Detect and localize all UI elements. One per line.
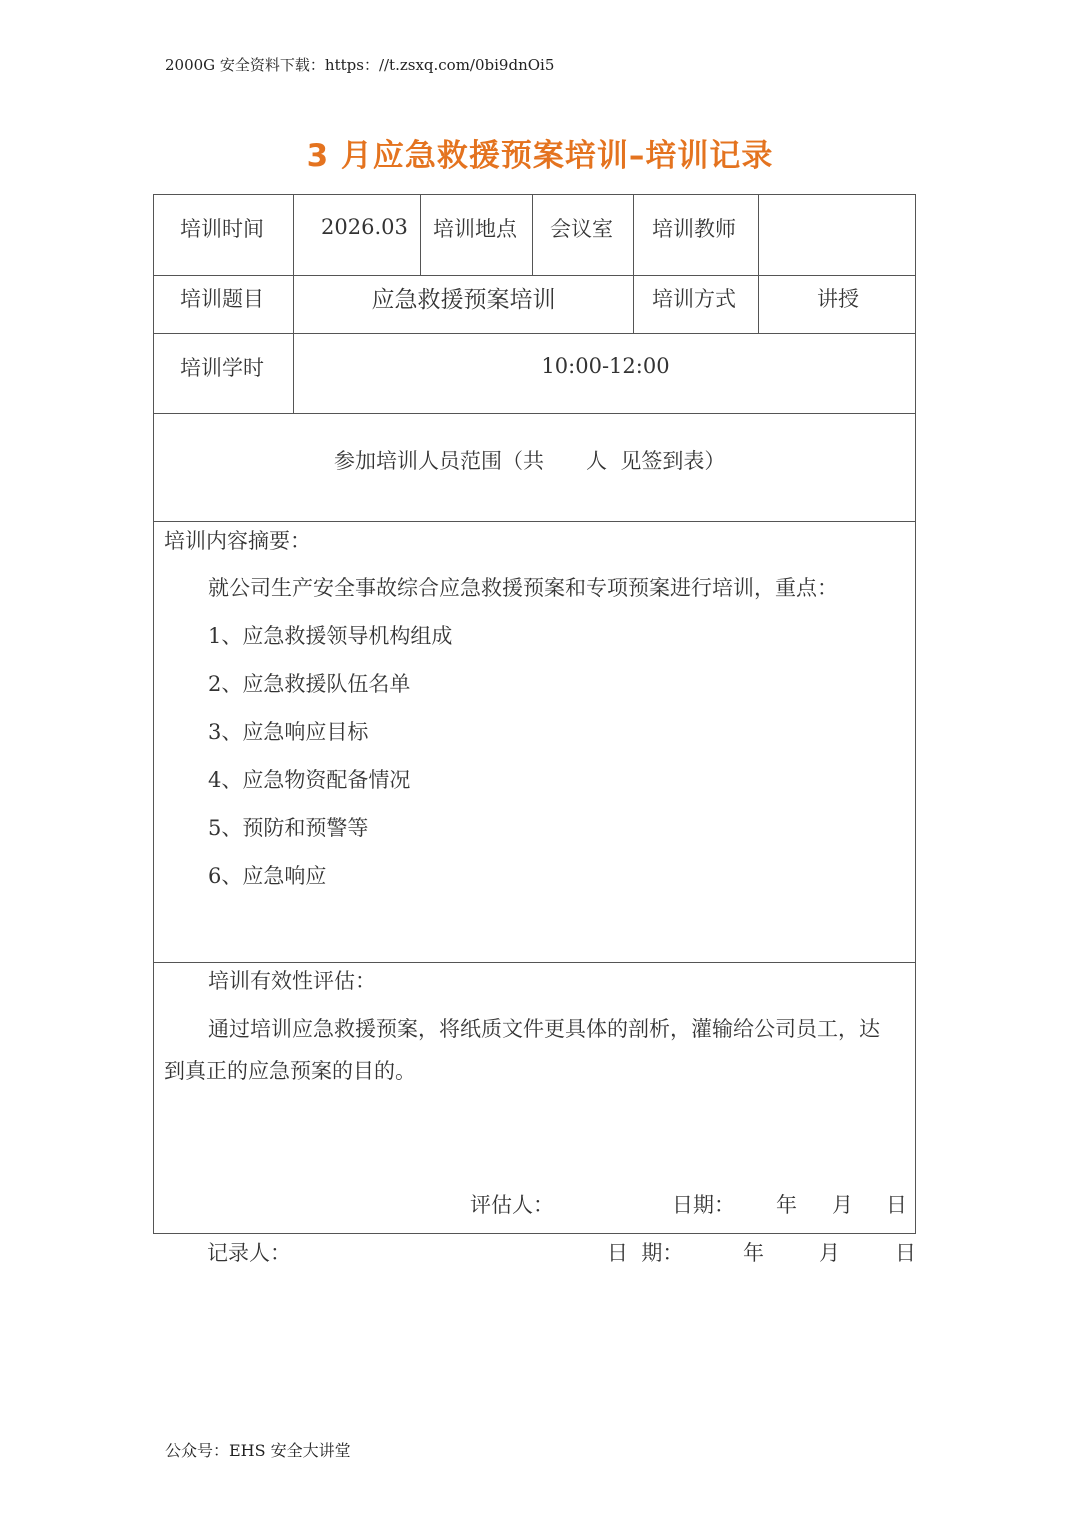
- training-place-label: 培训地点: [433, 217, 517, 241]
- summary-item: 1、应急救援领导机构组成: [208, 624, 453, 648]
- evaluation-heading: 培训有效性评估：: [208, 969, 376, 993]
- summary-item: 4、应急物资配备情况: [208, 768, 411, 792]
- evaluation-date-label: 日期：: [672, 1193, 735, 1217]
- training-time-value: 2026.03: [321, 215, 408, 239]
- row-divider: [154, 521, 915, 522]
- summary-heading: 培训内容摘要：: [164, 529, 311, 553]
- download-note: 2000G 安全资料下载：https：//t.zsxq.com/0bi9dnOi5: [165, 56, 555, 74]
- participants-scope: 参加培训人员范围（共 人 见签到表）: [334, 449, 726, 473]
- evaluator-label: 评估人：: [470, 1193, 554, 1217]
- footer-note: 公众号：EHS 安全大讲堂: [165, 1441, 351, 1460]
- training-topic-label: 培训题目: [180, 287, 264, 311]
- evaluation-date-day: 日: [886, 1193, 907, 1217]
- training-method-value: 讲授: [817, 287, 859, 311]
- recorder-date-month: 月: [819, 1241, 840, 1265]
- recorder-date-year: 年: [743, 1241, 764, 1265]
- row-divider: [154, 275, 915, 276]
- row-divider: [154, 962, 915, 963]
- training-method-label: 培训方式: [652, 287, 736, 311]
- col-divider: [633, 195, 634, 333]
- col-divider: [420, 195, 421, 275]
- training-record-table: [153, 194, 916, 1234]
- evaluation-date-month: 月: [832, 1193, 853, 1217]
- evaluation-date-year: 年: [776, 1193, 797, 1217]
- summary-item: 2、应急救援队伍名单: [208, 672, 411, 696]
- training-topic-value: 应急救援预案培训: [371, 287, 556, 313]
- summary-item: 3、应急响应目标: [208, 720, 369, 744]
- evaluation-text-line2: 到真正的应急预案的目的。: [164, 1059, 416, 1083]
- training-hours-label: 培训学时: [180, 356, 264, 380]
- training-teacher-label: 培训教师: [652, 217, 736, 241]
- summary-intro: 就公司生产安全事故综合应急救援预案和专项预案进行培训，重点：: [208, 576, 838, 600]
- page-title: 3 月应急救援预案培训–培训记录: [306, 138, 774, 174]
- recorder-label: 记录人：: [207, 1241, 291, 1265]
- summary-item: 5、预防和预警等: [208, 816, 369, 840]
- recorder-date-day: 日: [895, 1241, 916, 1265]
- summary-item: 6、应急响应: [208, 864, 327, 888]
- row-divider: [154, 333, 915, 334]
- row-divider: [154, 413, 915, 414]
- col-divider: [532, 195, 533, 275]
- recorder-date-label: 日 期：: [607, 1241, 684, 1265]
- training-time-label: 培训时间: [180, 217, 264, 241]
- training-hours-value: 10:00-12:00: [541, 354, 670, 378]
- evaluation-text-line1: 通过培训应急救援预案，将纸质文件更具体的剖析，灌输给公司员工，达: [208, 1017, 880, 1041]
- training-place-value: 会议室: [550, 217, 613, 241]
